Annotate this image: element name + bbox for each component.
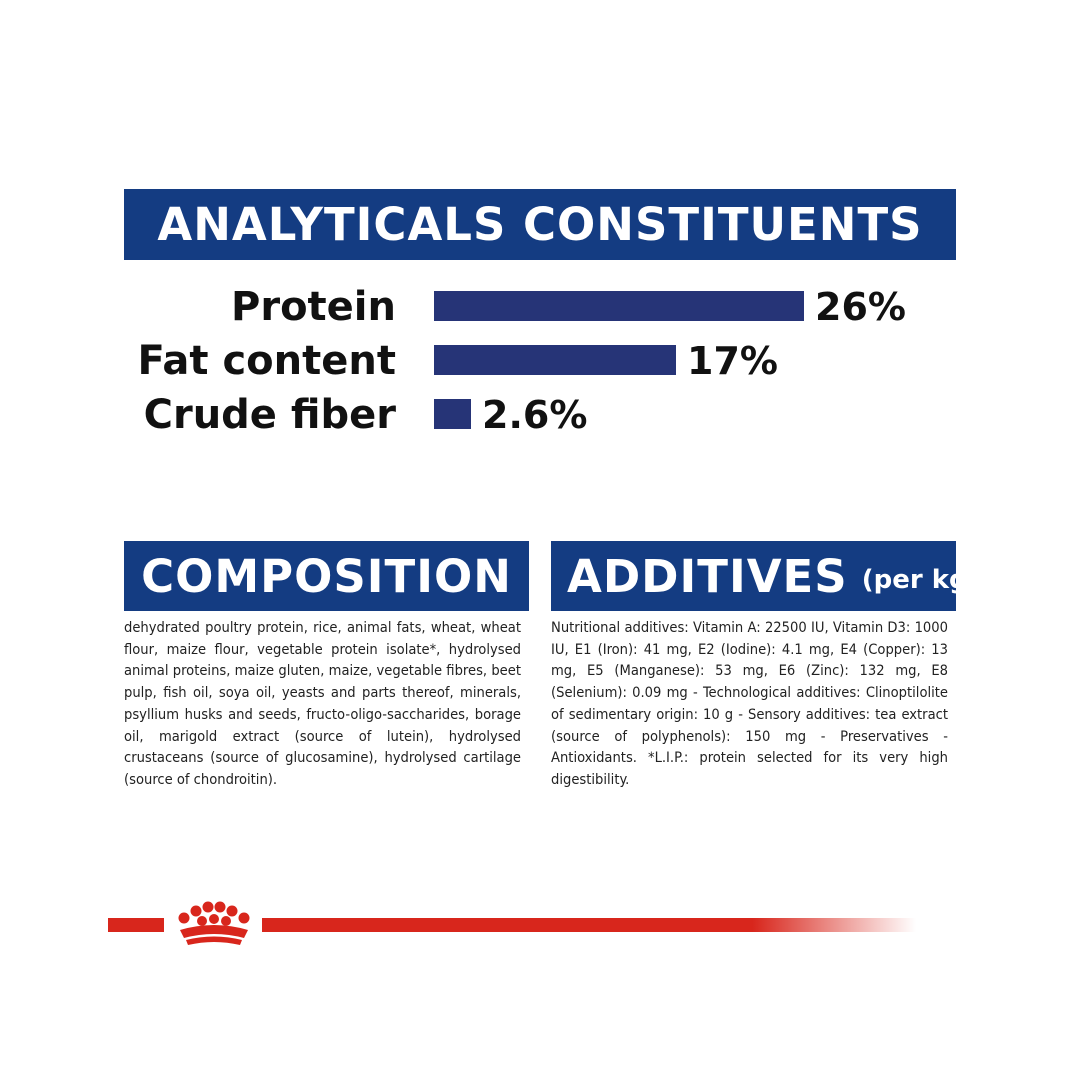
additives-title	[551, 541, 980, 611]
analytics-value-1: 17%	[687, 339, 778, 383]
additives-text: Nutritional additives: Vitamin A: 22500 IU, Vitamin D3: 1000 IU, E1 (Iron): 41 mg, E2 (Iodine): 4.1 mg, E4 (Copper): 13 mg, E5 (Manganese): 53 mg, E6 (Zinc): 132 mg, E8 (Selenium): 0.09 mg - Technological additives: Clinoptilolite of sedimentary origin: 10 g - Sensory additives: tea extract (source of polyphenols): 150 mg - Preservatives - Antioxidants. *L.I.P.: protein selected for its very high digestibility.	[551, 619, 948, 788]
analytics-label-1: Fat content	[137, 338, 396, 384]
analytics-label-2: Crude fiber	[143, 392, 396, 438]
footer-red-line-right	[262, 918, 916, 932]
additives-subtitle: (per kg)	[861, 565, 980, 595]
additives-title-text: ADDITIVES	[567, 549, 848, 603]
analytics-bar-0	[434, 291, 804, 321]
composition-title-text: COMPOSITION	[141, 549, 512, 603]
analytics-value-2: 2.6%	[482, 393, 588, 437]
composition-text: dehydrated poultry protein, rice, animal fats, wheat, wheat flour, maize flour, vegetable protein isolate*, hydrolysed animal proteins, maize gluten, maize, vegetable fibres, beet pulp, fish oil, soya oil, yeasts and parts thereof, minerals, psyllium husks and seeds, fructo-oligo-saccharides, borage oil, marigold extract (source of lutein), hydrolysed crustaceans (source of glucosamine), hydrolysed cartilage (source of chondroitin).	[124, 619, 521, 788]
analytics-label-0: Protein	[231, 284, 396, 330]
analytics-title-text: ANALYTICALS CONSTITUENTS	[157, 198, 923, 251]
analytics-title	[124, 189, 956, 260]
footer-red-line-left	[108, 918, 164, 932]
analytics-bar-2	[434, 399, 471, 429]
analytics-value-0: 26%	[815, 285, 906, 329]
analytics-bar-1	[434, 345, 676, 375]
crown-icon	[166, 900, 258, 948]
composition-title	[124, 541, 529, 611]
